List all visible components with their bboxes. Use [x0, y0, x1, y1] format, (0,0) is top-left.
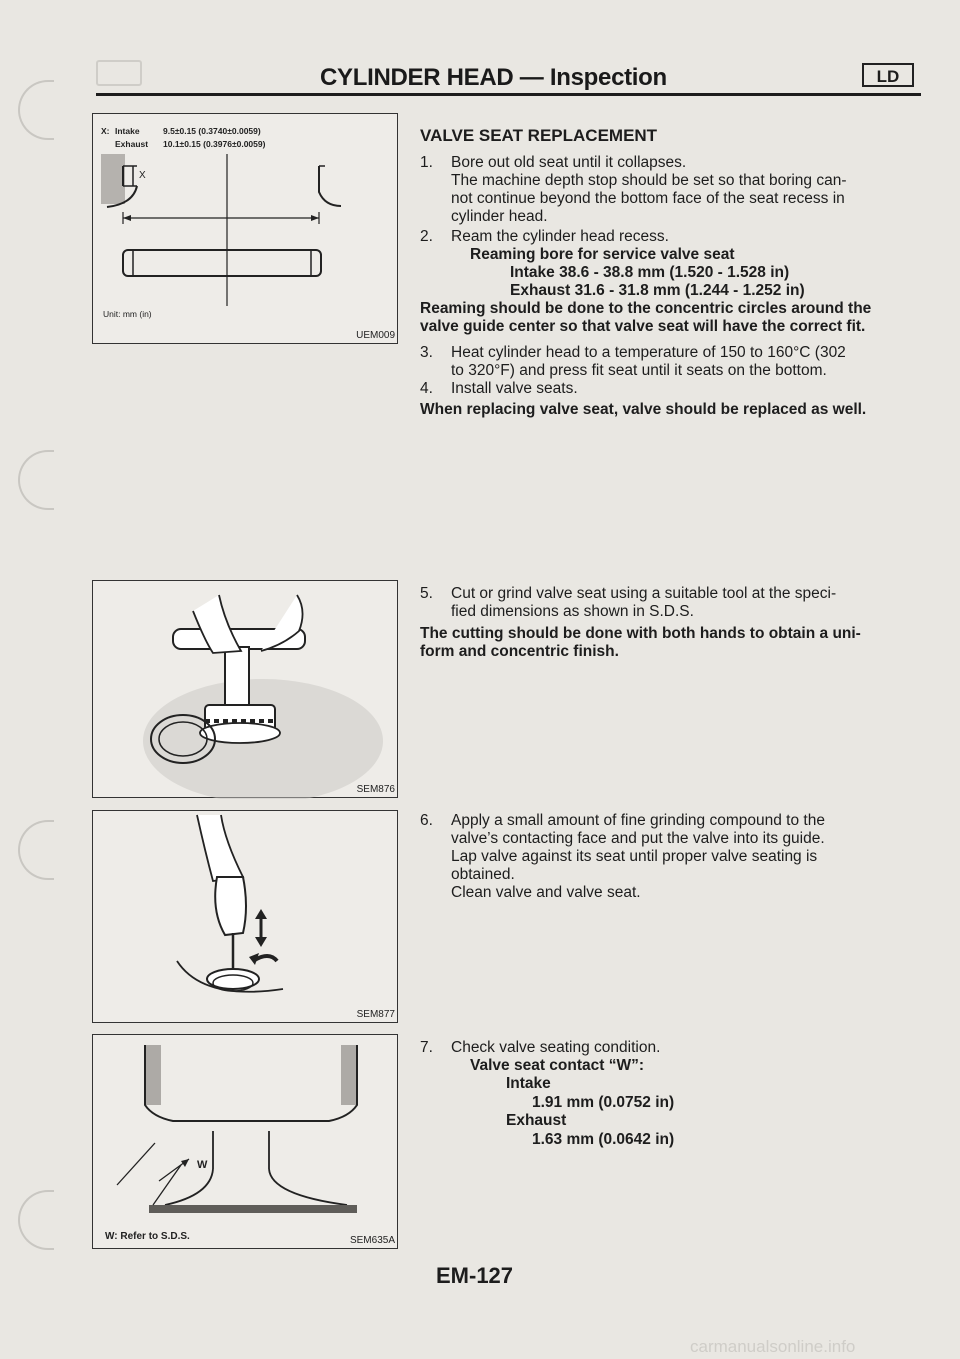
header-section-box: [96, 60, 142, 86]
engine-badge: LD: [862, 63, 914, 87]
step-1-line: not continue beyond the bottom face of the seat recess in: [451, 190, 845, 207]
lapping-drawing: [93, 811, 399, 1024]
step-6-line: Lap valve against its seat until proper valve seating is: [451, 848, 818, 865]
reaming-note: [420, 300, 920, 336]
reaming-note-line: valve guide center so that valve seat will have the correct fit.: [420, 318, 866, 335]
ream-bore-exhaust: Exhaust 31.6 - 31.8 mm (1.244 - 1.252 in): [510, 282, 805, 299]
figure-code: SEM635A: [349, 1235, 395, 1246]
figure-code: UEM009: [356, 330, 395, 341]
step-number: 1.: [420, 154, 433, 171]
intake-dimension: 9.5±0.15 (0.3740±0.0059): [163, 126, 261, 136]
exhaust-dimension: 10.1±0.15 (0.3976±0.0059): [163, 139, 266, 149]
step-1-text: [451, 154, 921, 226]
step-5-text: [451, 585, 921, 621]
step-2-text: Ream the cylinder head recess.: [451, 228, 669, 245]
section-title: VALVE SEAT REPLACEMENT: [420, 126, 658, 145]
step-number: 3.: [420, 344, 433, 361]
watermark: carmanualsonline.info: [690, 1337, 856, 1356]
step-1-line: Bore out old seat until it collapses.: [451, 154, 687, 171]
binder-hole: [18, 450, 54, 510]
binder-hole: [18, 1190, 54, 1250]
step-3-line: to 320°F) and press fit seat until it seats on the bottom.: [451, 362, 827, 379]
seat-contact-title: Valve seat contact “W”:: [470, 1057, 645, 1074]
contact-letter-w: W: [197, 1159, 208, 1171]
step-3-text: [451, 344, 921, 380]
figure-code: SEM877: [356, 1009, 395, 1020]
seat-contact-exhaust-label: Exhaust: [506, 1112, 567, 1129]
seat-contact-intake-value: 1.91 mm (0.0752 in): [532, 1094, 675, 1111]
step-6-line: valve’s contacting face and put the valve into its guide.: [451, 830, 825, 847]
step-4-note: When replacing valve seat, valve should be replaced as well.: [420, 401, 867, 418]
cutting-note: [420, 625, 920, 661]
cutting-note-line: The cutting should be done with both hands to obtain a uni-: [420, 625, 861, 642]
ream-bore-title: Reaming bore for service valve seat: [470, 246, 735, 263]
figure-lapping-valve: [92, 810, 398, 1023]
header-rule: [96, 93, 921, 96]
reaming-note-line: Reaming should be done to the concentric circles around the: [420, 300, 872, 317]
step-1-line: cylinder head.: [451, 208, 548, 225]
step-6-text: [451, 812, 921, 902]
figure-seat-recess: [92, 113, 398, 344]
refer-sds-note: W: Refer to S.D.S.: [105, 1231, 190, 1242]
binder-hole: [18, 820, 54, 880]
step-3-line: Heat cylinder head to a temperature of 150 to 160°C (302: [451, 344, 846, 361]
seat-contact-drawing: [93, 1035, 399, 1250]
step-number: 4.: [420, 380, 433, 397]
cutting-note-line: form and concentric finish.: [420, 643, 619, 660]
step-5-line: fied dimensions as shown in S.D.S.: [451, 603, 694, 620]
figure-seat-contact: [92, 1034, 398, 1249]
figure-code: SEM876: [356, 784, 395, 795]
step-6-line: obtained.: [451, 866, 515, 883]
step-number: 6.: [420, 812, 433, 829]
seat-cutter-drawing: [93, 581, 399, 799]
step-5-line: Cut or grind valve seat using a suitable tool at the speci-: [451, 585, 837, 602]
binder-hole: [18, 80, 54, 140]
page-number: EM-127: [436, 1263, 514, 1288]
ream-bore-intake: Intake 38.6 - 38.8 mm (1.520 - 1.528 in): [510, 264, 790, 281]
step-number: 7.: [420, 1039, 433, 1056]
unit-note: Unit: mm (in): [103, 309, 152, 319]
step-6-line: Clean valve and valve seat.: [451, 884, 641, 901]
dimension-letter-x: X: [139, 170, 146, 181]
seat-contact-intake-label: Intake: [506, 1075, 551, 1092]
step-number: 2.: [420, 228, 433, 245]
page-title: CYLINDER HEAD — Inspection: [320, 64, 667, 91]
dimension-x-label: X:: [101, 126, 110, 136]
step-6-line: Apply a small amount of fine grinding compound to the: [451, 812, 825, 829]
step-1-line: The machine depth stop should be set so that boring can-: [451, 172, 847, 189]
step-number: 5.: [420, 585, 433, 602]
figure-cutting-seat: [92, 580, 398, 798]
seat-contact-exhaust-value: 1.63 mm (0.0642 in): [532, 1131, 675, 1148]
step-4-text: Install valve seats.: [451, 380, 578, 397]
step-7-text: Check valve seating condition.: [451, 1039, 661, 1056]
exhaust-label: Exhaust: [115, 139, 149, 149]
intake-label: Intake: [115, 126, 140, 136]
